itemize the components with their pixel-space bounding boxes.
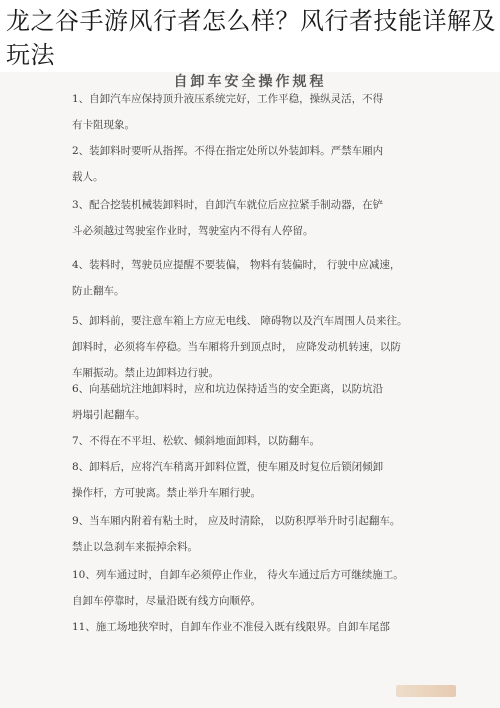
rule-line: 斗必须越过驾驶室作业时，驾驶室内不得有人停留。 (72, 225, 314, 237)
document-scan (0, 72, 500, 708)
rule-item-10 (72, 562, 482, 614)
rule-item-11 (72, 614, 482, 640)
rule-item-4 (72, 252, 482, 304)
rule-line: 禁止以急刹车来振掉余料。 (72, 541, 198, 553)
rule-line: 7、不得在不平坦、松软、倾斜地面卸料，以防翻车。 (72, 435, 321, 447)
rule-line: 自卸车停靠时，尽量沿既有线方向顺停。 (72, 595, 261, 607)
rule-item-2 (72, 138, 482, 190)
rule-line: 操作杆，方可驶离。禁止举升车厢行驶。 (72, 487, 261, 499)
rule-line: 5、卸料前，要注意车箱上方应无电线、 障碍物以及汽车周围人员来往。 (72, 315, 408, 327)
article-title: 龙之谷手游风行者怎么样？风行者技能详解及玩法 (6, 7, 496, 69)
rule-item-3 (72, 192, 482, 244)
rule-line: 1、自卸汽车应保持顶升液压系统完好，工作平稳，操纵灵活，不得 (72, 93, 384, 105)
rule-line: 载人。 (72, 171, 104, 183)
rule-line: 8、卸料后，应将汽车稍离开卸料位置，使车厢及时复位后锁闭倾卸 (72, 461, 384, 473)
rule-line: 车厢振动。禁止边卸料边行驶。 (72, 367, 219, 379)
rule-item-6 (72, 376, 482, 428)
rule-line: 10、列车通过时，自卸车必须停止作业， 待火车通过后方可继续施工。 (72, 569, 404, 581)
rule-line: 坍塌引起翻车。 (72, 409, 146, 421)
rule-item-5 (72, 308, 482, 386)
watermark-logo (396, 685, 456, 697)
rule-line: 11、施工场地狭窄时，自卸车作业不准侵入既有线限界。自卸车尾部 (72, 621, 390, 633)
rule-line: 2、装卸料时要听从指挥。不得在指定处所以外装卸料。严禁车厢内 (72, 145, 384, 157)
rule-item-9 (72, 508, 482, 560)
rule-line: 防止翻车。 (72, 285, 125, 297)
rule-line: 9、当车厢内附着有粘土时， 应及时清除， 以防积厚举升时引起翻车。 (72, 515, 401, 527)
rule-item-7 (72, 428, 482, 454)
rule-line: 卸料时，必须将车停稳。当车厢将升到顶点时， 应降发动机转速，以防 (72, 341, 401, 353)
document-heading: 自卸车安全操作规程 (173, 74, 327, 90)
rule-item-1 (72, 86, 482, 138)
rule-line: 3、配合挖装机械装卸料时，自卸汽车就位后应拉紧手制动器，在铲 (72, 199, 384, 211)
rule-line: 4、装料时，驾驶员应提醒不要装偏， 物料有装偏时， 行驶中应减速， (72, 259, 401, 271)
rule-line: 有卡阻现象。 (72, 119, 135, 131)
rule-item-8 (72, 454, 482, 506)
rule-line: 6、向基础坑注地卸料时，应和坑边保持适当的安全距离，以防坑沿 (72, 383, 384, 395)
